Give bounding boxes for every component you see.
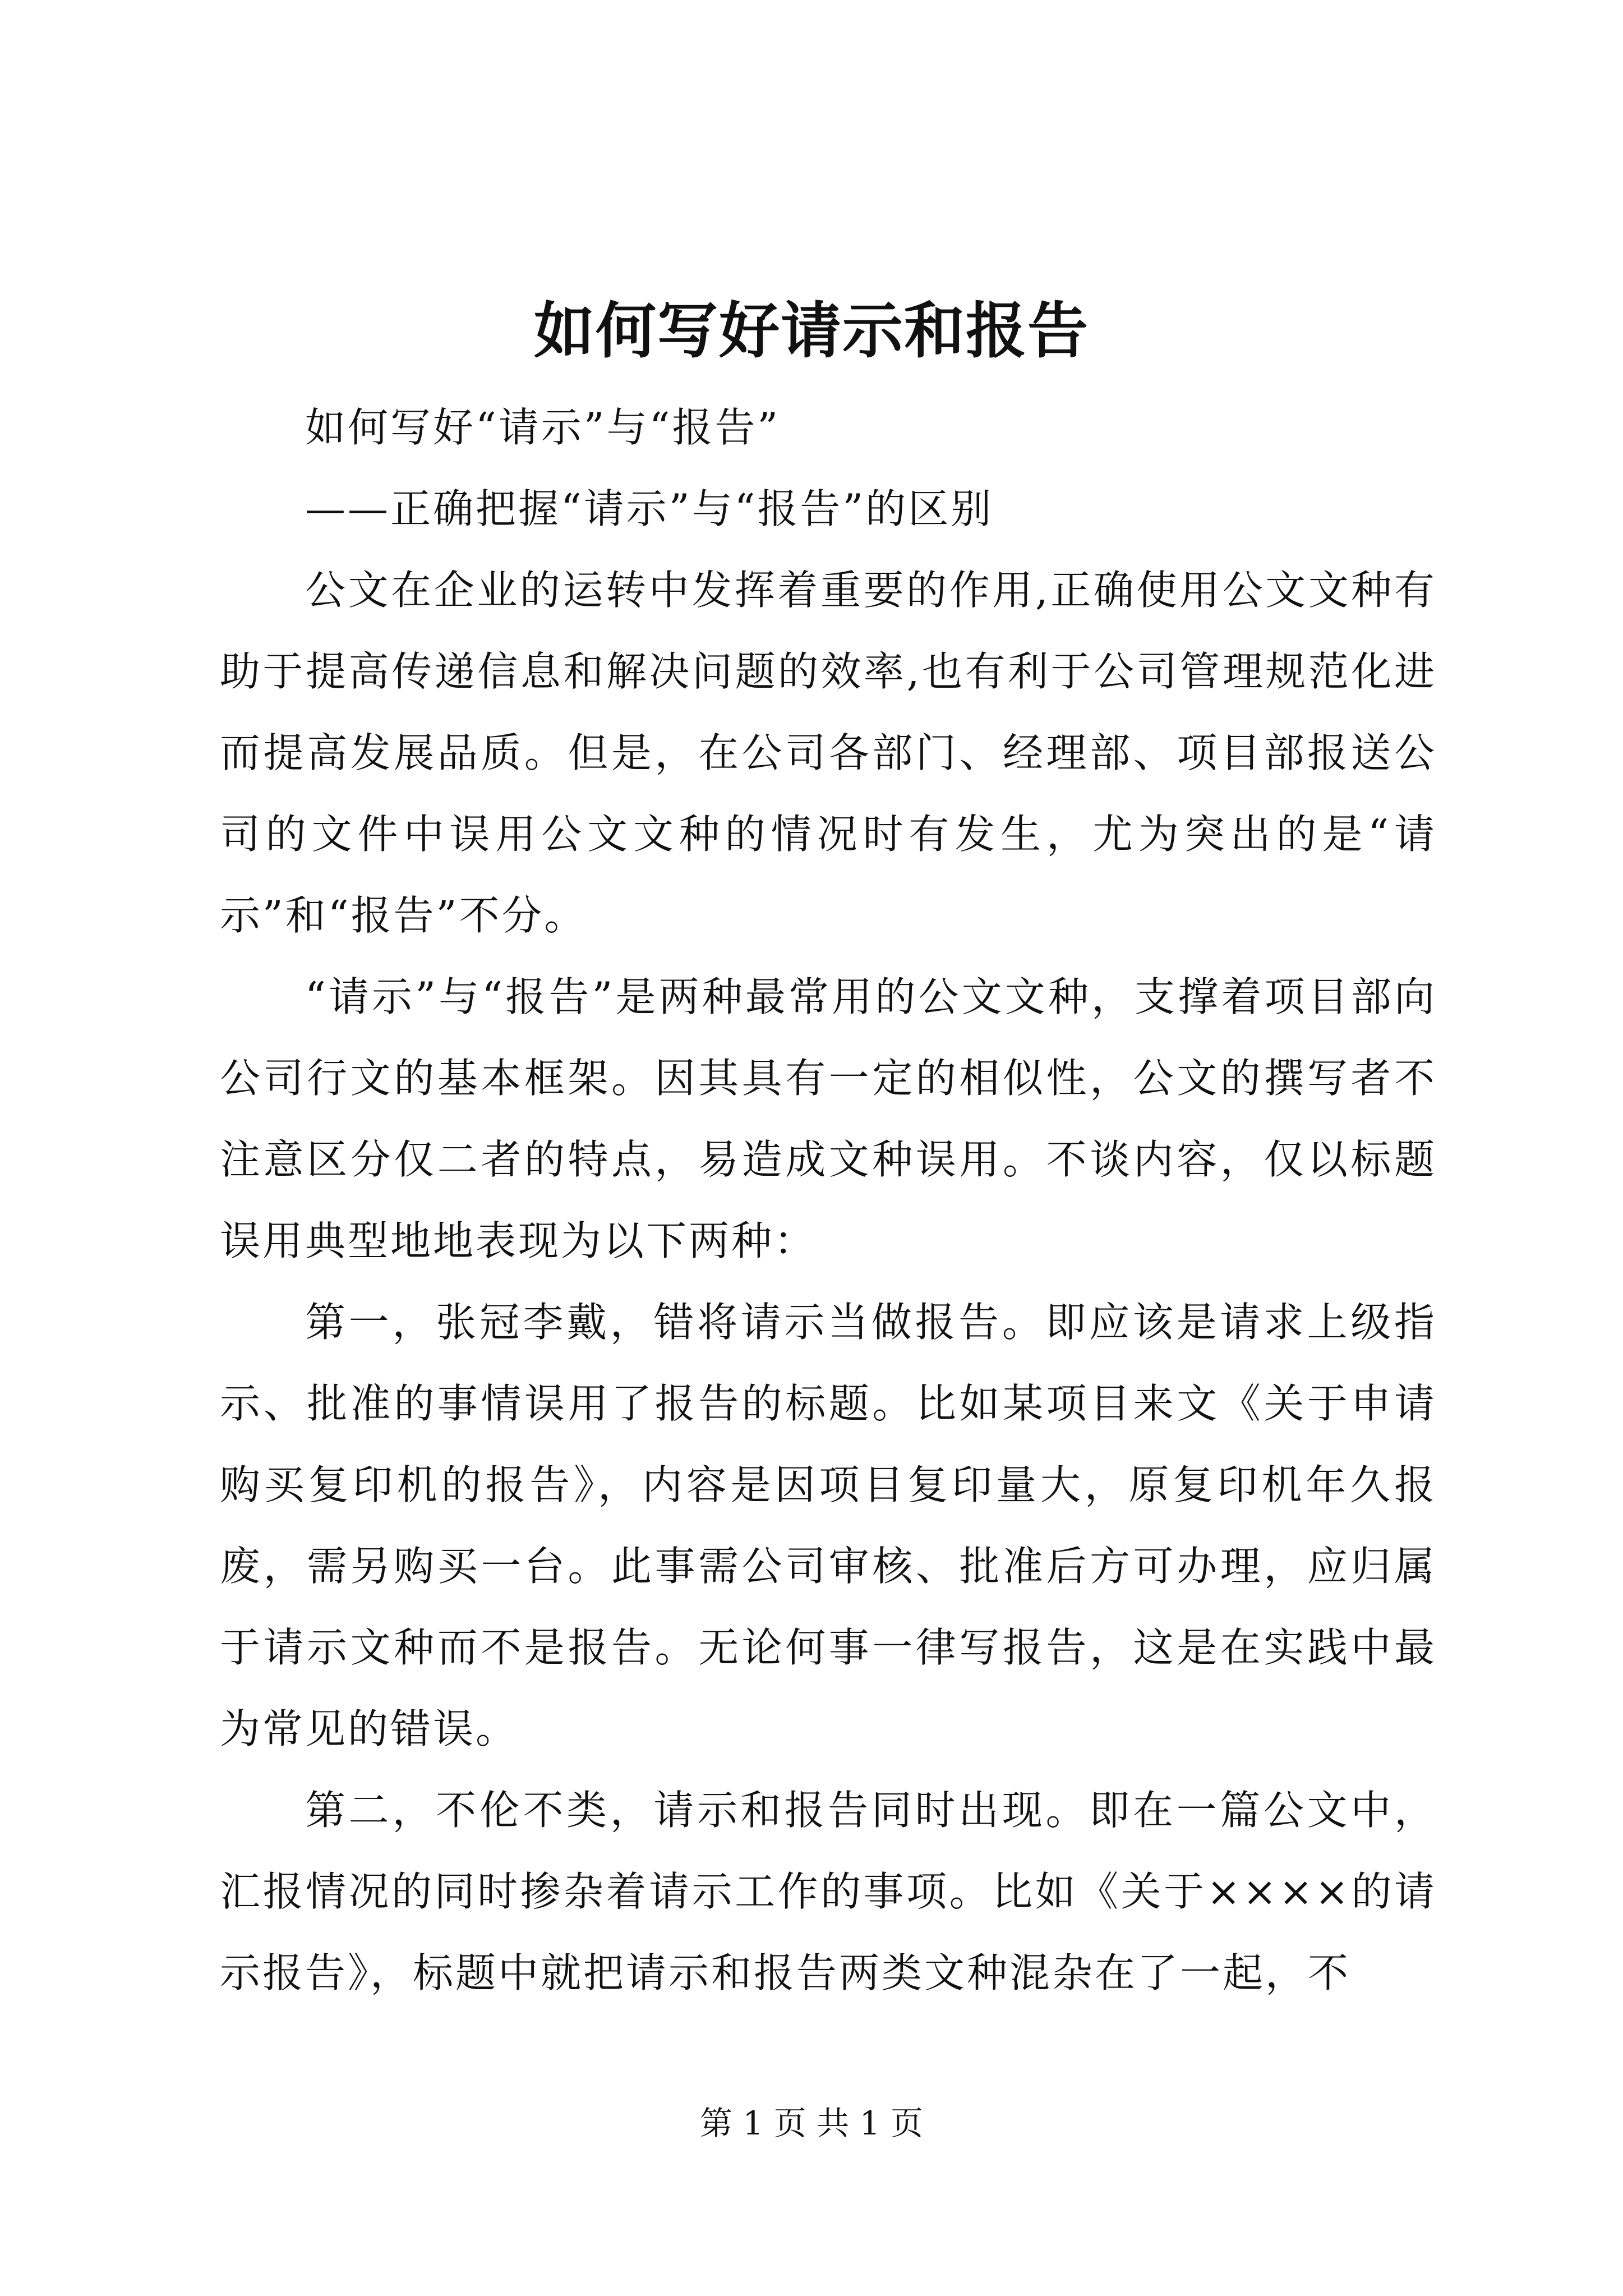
document-body — [220, 387, 1437, 2014]
body-paragraph: 第二，不伦不类，请示和报告同时出现。即在一篇公文中，汇报情况的同时掺杂着请示工作的事项。比如《关于××××的请示报告》，标题中就把请示和报告两类文种混杂在了一起，不 — [220, 1787, 1437, 1996]
subtitle-dash-line: ——正确把握“请示”与“报告”的区别 — [305, 485, 994, 532]
subtitle-line: 如何写好“请示”与“报告” — [305, 404, 781, 451]
body-paragraph: 公文在企业的运转中发挥着重要的作用,正确使用公文文种有助于提高传递信息和解决问题的效率,也有利于公司管理规范化进而提高发展品质。但是，在公司各部门、经理部、项目部报送公司的文件中误用公文文种的情况时有发生，尤为突出的是“请示”和“报告”不分。 — [220, 567, 1437, 939]
body-paragraph: “请示”与“报告”是两种最常用的公文文种，支撑着项目部向公司行文的基本框架。因其具有一定的相似性，公文的撰写者不注意区分仅二者的特点，易造成文种误用。不谈内容，仅以标题误用典型地地表现为以下两种： — [220, 973, 1437, 1264]
body-paragraph: 第一，张冠李戴，错将请示当做报告。即应该是请求上级指示、批准的事情误用了报告的标题。比如某项目来文《关于申请购买复印机的报告》，内容是因项目复印量大，原复印机年久报废，需另购买一台。此事需公司审核、批准后方可办理，应归属于请示文种而不是报告。无论何事一律写报告，这是在实践中最为常见的错误。 — [220, 1299, 1437, 1752]
page-footer: 第 1 页 共 1 页 — [700, 2104, 923, 2142]
document-title: 如何写好请示和报告 — [533, 296, 1089, 366]
